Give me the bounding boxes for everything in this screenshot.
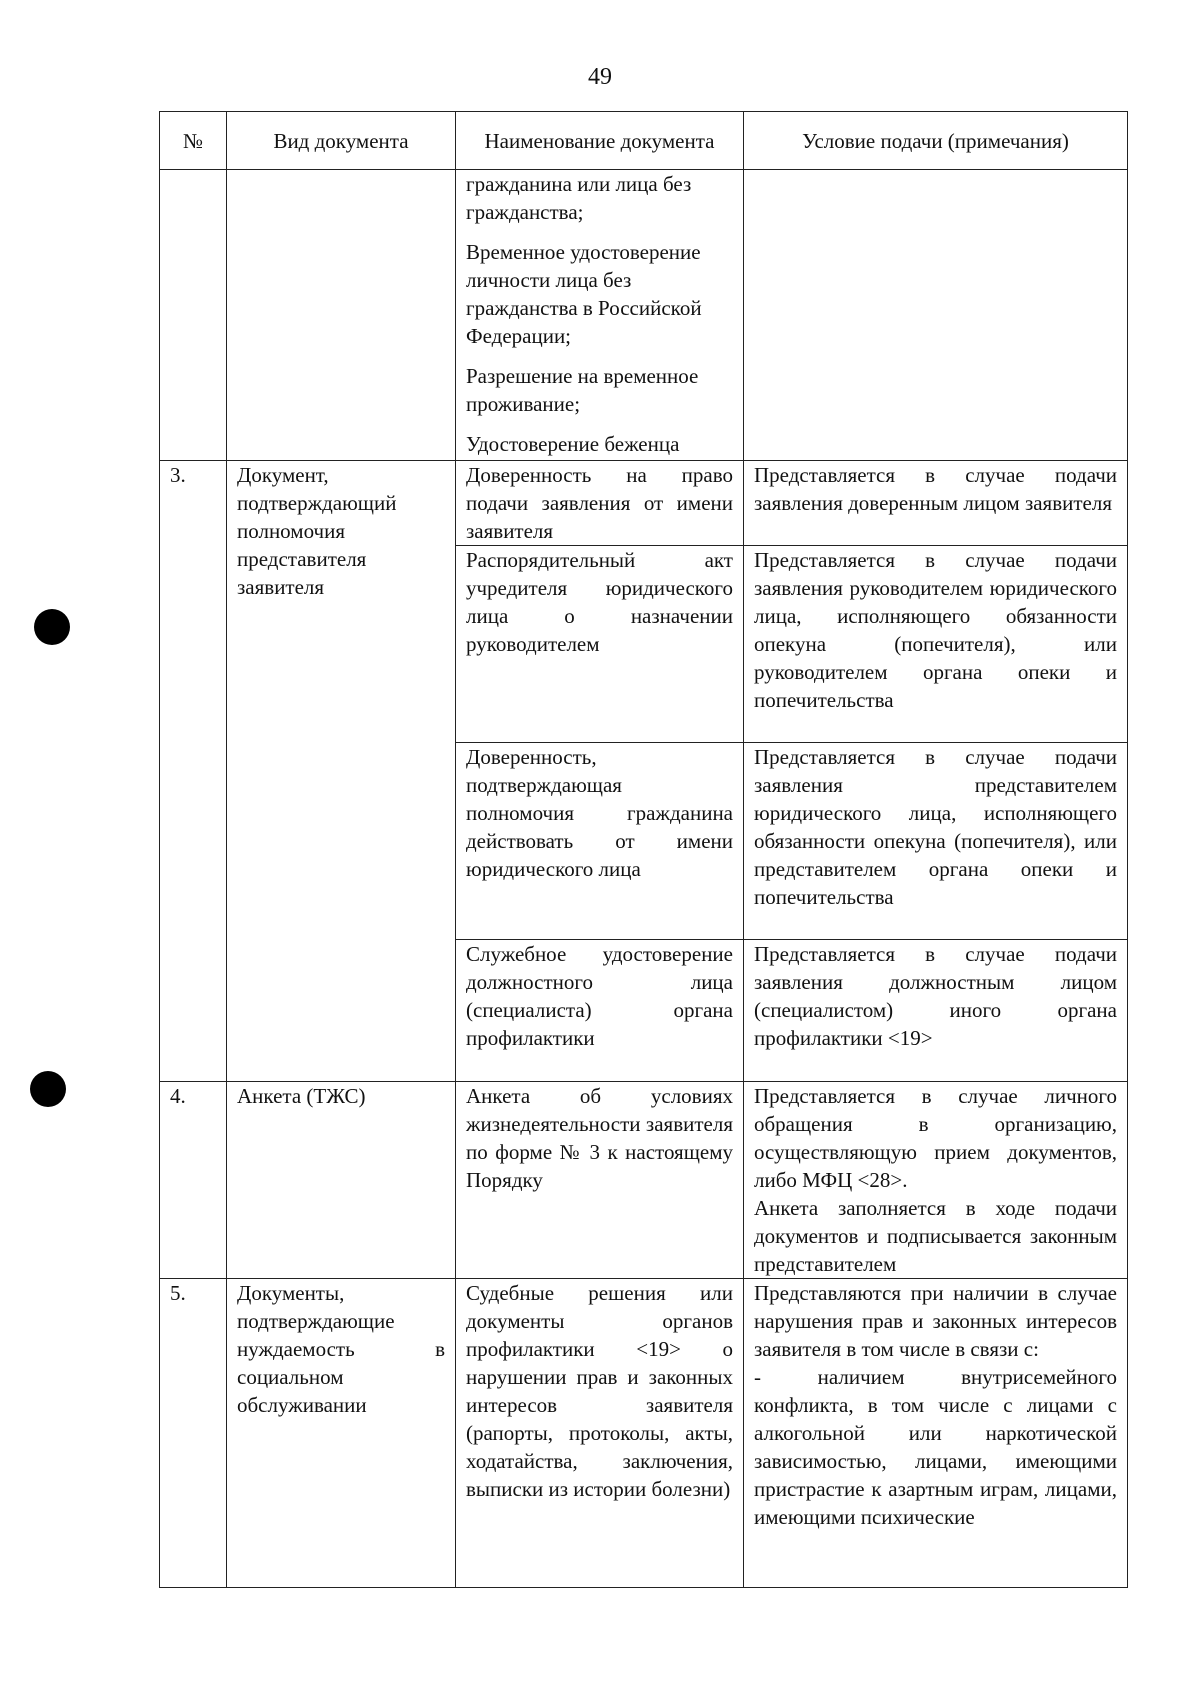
- cell-condition: [744, 170, 1128, 461]
- header-doc-type: Вид документа: [227, 112, 456, 170]
- row-number: 5.: [160, 1279, 227, 1588]
- condition-paragraph: Представляется в случае личного обращения в организацию, осуществляющую прием документов, либо МФЦ <28>.: [754, 1084, 1117, 1192]
- row-doc-type: Документ, подтверждающий полномочия представителя заявителя: [227, 461, 456, 1082]
- row-doc-name: Доверенность, подтверждающая полномочия гражданина действовать от имени юридического лица: [456, 743, 744, 940]
- header-number: №: [160, 112, 227, 170]
- table-row: [160, 170, 1128, 461]
- row-condition: Представляется в случае подачи заявления представителем юридического лица, исполняющего обязанности опекуна (попечителя), или представителем органа опеки и попечительства: [744, 743, 1128, 940]
- doc-name-line: Разрешение на временное проживание;: [466, 364, 699, 416]
- cell-doc-name: [456, 170, 744, 461]
- documents-table: [159, 111, 1128, 1588]
- table-row: [160, 461, 1128, 546]
- page-number: 49: [588, 64, 612, 90]
- row-number: 4.: [160, 1082, 227, 1279]
- row-doc-name: Доверенность на право подачи заявления от имени заявителя: [456, 461, 744, 546]
- header-doc-name: Наименование документа: [456, 112, 744, 170]
- cell-doc-type: [227, 170, 456, 461]
- condition-paragraph: Анкета заполняется в ходе подачи документов и подписывается законным представителем: [754, 1196, 1117, 1276]
- row-condition: [744, 1082, 1128, 1279]
- row-number: 3.: [160, 461, 227, 1082]
- row-doc-name: Судебные решения или документы органов профилактики <19> о нарушении прав и законных интересов заявителя (рапорты, протоколы, акты, ходатайства, заключения, выписки из истории болезни): [456, 1279, 744, 1588]
- row-condition: Представляется в случае подачи заявления доверенным лицом заявителя: [744, 461, 1128, 546]
- doc-name-line: Удостоверение беженца: [466, 432, 680, 456]
- doc-name-line: Временное удостоверение личности лица без гражданства в Российской Федерации;: [466, 240, 702, 348]
- row-condition: Представляется в случае подачи заявления руководителем юридического лица, исполняющего обязанности опекуна (попечителя), или руководителем органа опеки и попечительства: [744, 546, 1128, 743]
- table-row: [160, 1082, 1128, 1279]
- condition-paragraph: - наличием внутрисемейного конфликта, в том числе с лицами с алкогольной или наркотической зависимостью, лицами, имеющими пристрастие к азартным играм, лицами, имеющими психические: [754, 1365, 1117, 1529]
- cell-number: [160, 170, 227, 461]
- doc-name-line: гражданина или лица без гражданства;: [466, 172, 692, 224]
- row-doc-type: Документы, подтверждающие нуждаемость в социальном обслуживании: [227, 1279, 456, 1588]
- row-condition: Представляется в случае подачи заявления должностным лицом (специалистом) иного органа профилактики <19>: [744, 940, 1128, 1082]
- condition-paragraph: Представляются при наличии в случае нарушения прав и законных интересов заявителя в том числе в связи с:: [754, 1281, 1117, 1361]
- row-doc-name: Служебное удостоверение должностного лица (специалиста) органа профилактики: [456, 940, 744, 1082]
- header-condition: Условие подачи (примечания): [744, 112, 1128, 170]
- table-row: [160, 1279, 1128, 1588]
- row-doc-name: Распорядительный акт учредителя юридического лица о назначении руководителем: [456, 546, 744, 743]
- row-doc-type: Анкета (ТЖС): [227, 1082, 456, 1279]
- row-condition: [744, 1279, 1128, 1588]
- punch-hole-mark: [34, 609, 70, 645]
- table-header-row: [160, 112, 1128, 170]
- row-doc-name: Анкета об условиях жизнедеятельности заявителя по форме № 3 к настоящему Порядку: [456, 1082, 744, 1279]
- punch-hole-mark: [30, 1071, 66, 1107]
